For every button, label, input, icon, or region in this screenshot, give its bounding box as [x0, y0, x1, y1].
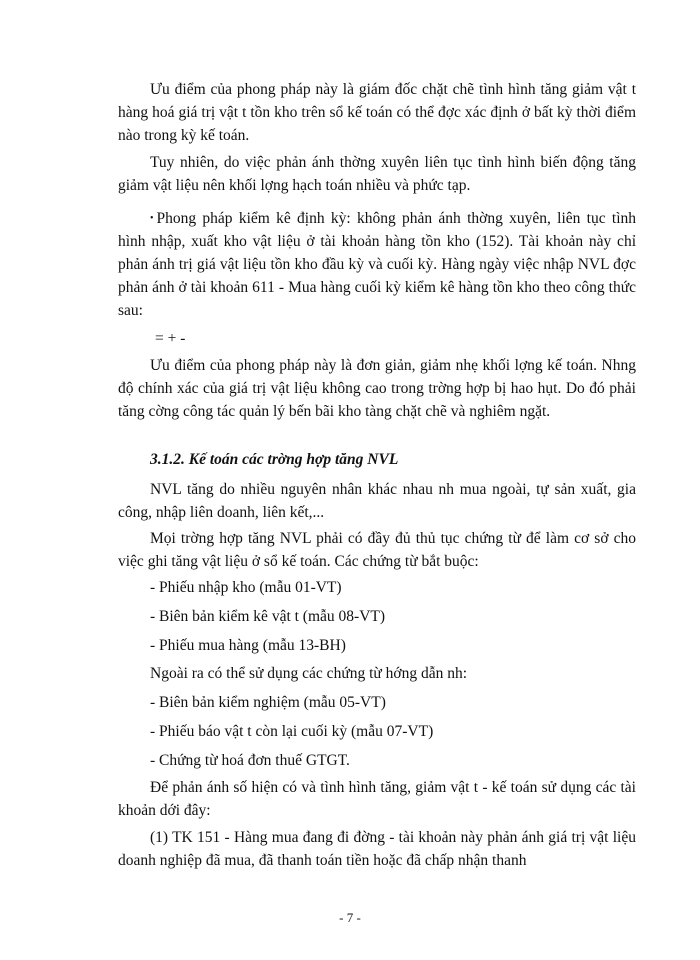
- paragraph-advantage-perpetual: Ưu điểm của phong pháp này là giám đốc chặt chẽ tình hình tăng giảm vật t hàng hoá giá trị vật t tồn kho trên sổ kế toán có thể đợc xác định ở bất kỳ thời điểm nào trong kỳ kế toán.: [118, 81, 636, 144]
- paragraph-nvl-increase-causes: NVL tăng do nhiều nguyên nhân khác nhau nh mua ngoài, tự sản xuất, gia công, nhập liên doanh, liên kết,...: [118, 481, 636, 521]
- list-item-remaining-stock: - Phiếu báo vật t còn lại cuối kỳ (mẫu 07-VT): [150, 723, 434, 740]
- paragraph-tk151: (1) TK 151 - Hàng mua đang đi đờng - tài khoản này phản ánh giá trị vật liệu doanh nghiệp đã mua, đã thanh toán tiền hoặc đã chấp nhận thanh: [118, 829, 636, 869]
- list-item-inspection-report: - Biên bản kiểm nghiệm (mẫu 05-VT): [150, 694, 386, 711]
- paragraph-disadvantage-perpetual: Tuy nhiên, do việc phản ánh thờng xuyên liên tục tình hình biến động tăng giảm vật liệu nên khối lợng hạch toán nhiều và phức tạp.: [118, 154, 636, 194]
- paragraph-optional-documents: Ngoài ra có thể sử dụng các chứng từ hớng dẫn nh:: [150, 665, 468, 682]
- paragraph-periodic-method-text: Phong pháp kiểm kê định kỳ: không phản ánh thờng xuyên, liên tục tình hình nhập, xuất kho vật liệu ở tài khoản hàng tồn kho (152). Tài khoản này chỉ phản ánh trị giá vật liệu tồn kho đầu kỳ và cuối kỳ. Hàng ngày việc nhập NVL đợc phản ánh ở tài khoản 611 - Mua hàng cuối kỳ kiểm kê hàng tồn kho theo công thức sau:: [118, 210, 636, 319]
- formula-line: = + -: [155, 330, 186, 347]
- list-item-purchase-slip: - Phiếu mua hàng (mẫu 13-BH): [150, 637, 346, 654]
- paragraph-accounts-used: Để phản ánh số hiện có và tình hình tăng, giảm vật t - kế toán sử dụng các tài khoản dới đây:: [118, 779, 636, 819]
- paragraph-periodic-method: [118, 207, 636, 322]
- bullet-icon: •: [150, 213, 154, 224]
- page-number: - 7 -: [339, 910, 361, 925]
- list-item-inventory-report: - Biên bản kiểm kê vật t (mẫu 08-VT): [150, 608, 386, 625]
- paragraph-required-documents: Mọi trờng hợp tăng NVL phải có đầy đủ thủ tục chứng từ để làm cơ sở cho việc ghi tăng vật liệu ở sổ kế toán. Các chứng từ bắt buộc:: [118, 530, 636, 570]
- paragraph-advantage-periodic: Ưu điểm của phong pháp này là đơn giản, giảm nhẹ khối lợng kế toán. Nhng độ chính xác của giá trị vật liệu không cao trong trờng hợp bị hao hụt. Do đó phải tăng cờng công tác quản lý bến bãi kho tàng chặt chẽ và nghiêm ngặt.: [118, 357, 636, 420]
- list-item-receipt: - Phiếu nhập kho (mẫu 01-VT): [150, 579, 342, 596]
- list-item-vat-invoice: - Chứng từ hoá đơn thuế GTGT.: [150, 752, 350, 769]
- section-heading: 3.1.2. Kế toán các trờng hợp tăng NVL: [150, 451, 399, 468]
